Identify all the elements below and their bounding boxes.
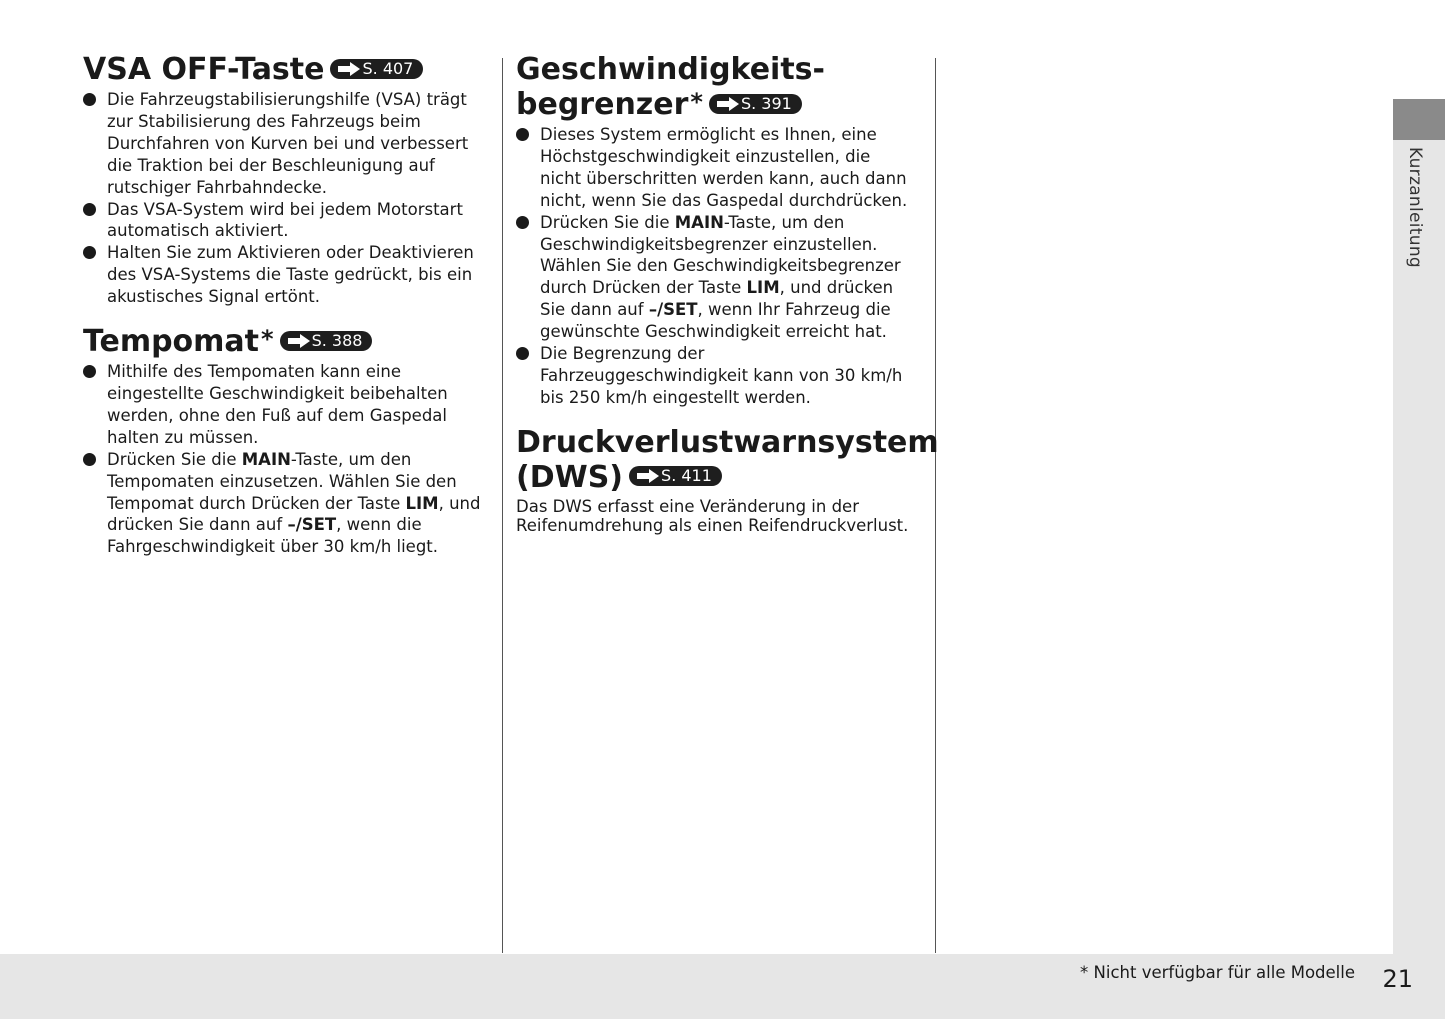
arrow-right-icon — [300, 334, 310, 348]
heading-text: Geschwindigkeits- — [516, 52, 825, 87]
chapter-label: Kurzanleitung — [1405, 147, 1425, 268]
page-reference-link[interactable] — [629, 466, 722, 486]
page-reference-label: S. 388 — [311, 330, 363, 350]
list-item: Die Fahrzeugstabilisierungshilfe (VSA) trägt zur Stabilisierung des Fahrzeugs beim Durchfahren von Kurven bei und verbessert die Traktion bei der Beschleunigung auf rutschiger Fahrbahndecke. — [83, 89, 488, 199]
section-dws — [516, 424, 939, 536]
middle-column — [516, 52, 939, 552]
footnote-star: * — [690, 88, 703, 116]
arrow-right-icon — [729, 97, 739, 111]
page-reference-label: S. 411 — [661, 466, 712, 486]
page-reference-link[interactable] — [330, 59, 423, 79]
list-item: Dieses System ermöglicht es Ihnen, eine Höchstgeschwindigkeit einzustellen, die nicht überschritten werden kann, auch dann nicht, wenn Sie das Gaspedal durchdrücken. — [516, 124, 916, 212]
arrow-right-icon — [350, 62, 360, 76]
bullet-list — [83, 89, 488, 308]
list-item: Drücken Sie die MAIN-Taste, um den Geschwindigkeitsbegrenzer einzustellen. Wählen Sie den Geschwindigkeitsbegrenzer durch Drücken der Taste LIM, und drücken Sie dann auf –/SET, wenn Ihr Fahrzeug die gewünschte Geschwindigkeit erreicht hat. — [516, 212, 916, 343]
heading-text: VSA OFF-Taste — [83, 52, 325, 87]
left-column — [83, 52, 488, 574]
section-heading — [516, 52, 916, 122]
heading-text: begrenzer — [516, 87, 689, 122]
page-reference-label: S. 391 — [740, 93, 792, 113]
column-divider — [935, 58, 936, 953]
page-footer — [0, 954, 1445, 1019]
page-reference-link[interactable] — [709, 94, 802, 114]
section-tempomat — [83, 324, 488, 558]
section-text: Das DWS erfasst eine Veränderung in der Reifenumdrehung als einen Reifendruckverlust. — [516, 496, 909, 536]
heading-text: Druckverlustwarnsystem — [516, 424, 939, 460]
page-reference-link[interactable] — [280, 331, 373, 351]
section-heading — [83, 324, 488, 359]
heading-text: Tempomat — [83, 324, 260, 360]
side-tab-marker — [1393, 99, 1445, 140]
heading-text: (DWS) — [516, 459, 624, 495]
list-item: Mithilfe des Tempomaten kann eine eingestellte Geschwindigkeit beibehalten werden, ohne den Fuß auf dem Gaspedal halten zu müssen. — [83, 361, 488, 449]
page-number: 21 — [1382, 965, 1413, 993]
section-vsa-off — [83, 52, 488, 308]
bullet-list — [83, 361, 488, 558]
footnote-star: * — [261, 325, 274, 354]
list-item: Halten Sie zum Aktivieren oder Deaktivieren des VSA-Systems die Taste gedrückt, bis ein akustisches Signal ertönt. — [83, 242, 488, 308]
section-heading — [83, 52, 488, 87]
section-speed-limiter — [516, 52, 916, 409]
list-item: Das VSA-System wird bei jedem Motorstart automatisch aktiviert. — [83, 199, 488, 243]
page-reference-label: S. 407 — [362, 58, 414, 78]
arrow-right-icon — [649, 469, 659, 483]
list-item: Drücken Sie die MAIN-Taste, um den Tempomaten einzusetzen. Wählen Sie den Tempomat durch Drücken der Taste LIM, und drücken Sie dann auf –/SET, wenn die Fahrgeschwindigkeit über 30 km/h liegt. — [83, 449, 488, 559]
section-heading — [516, 424, 939, 495]
chapter-side-tab — [1393, 99, 1445, 954]
list-item: Die Begrenzung der Fahrzeuggeschwindigkeit kann von 30 km/h bis 250 km/h eingestellt werden. — [516, 343, 916, 409]
footnote: * Nicht verfügbar für alle Modelle — [1080, 963, 1355, 982]
bullet-list — [516, 124, 916, 409]
column-divider — [502, 58, 503, 953]
